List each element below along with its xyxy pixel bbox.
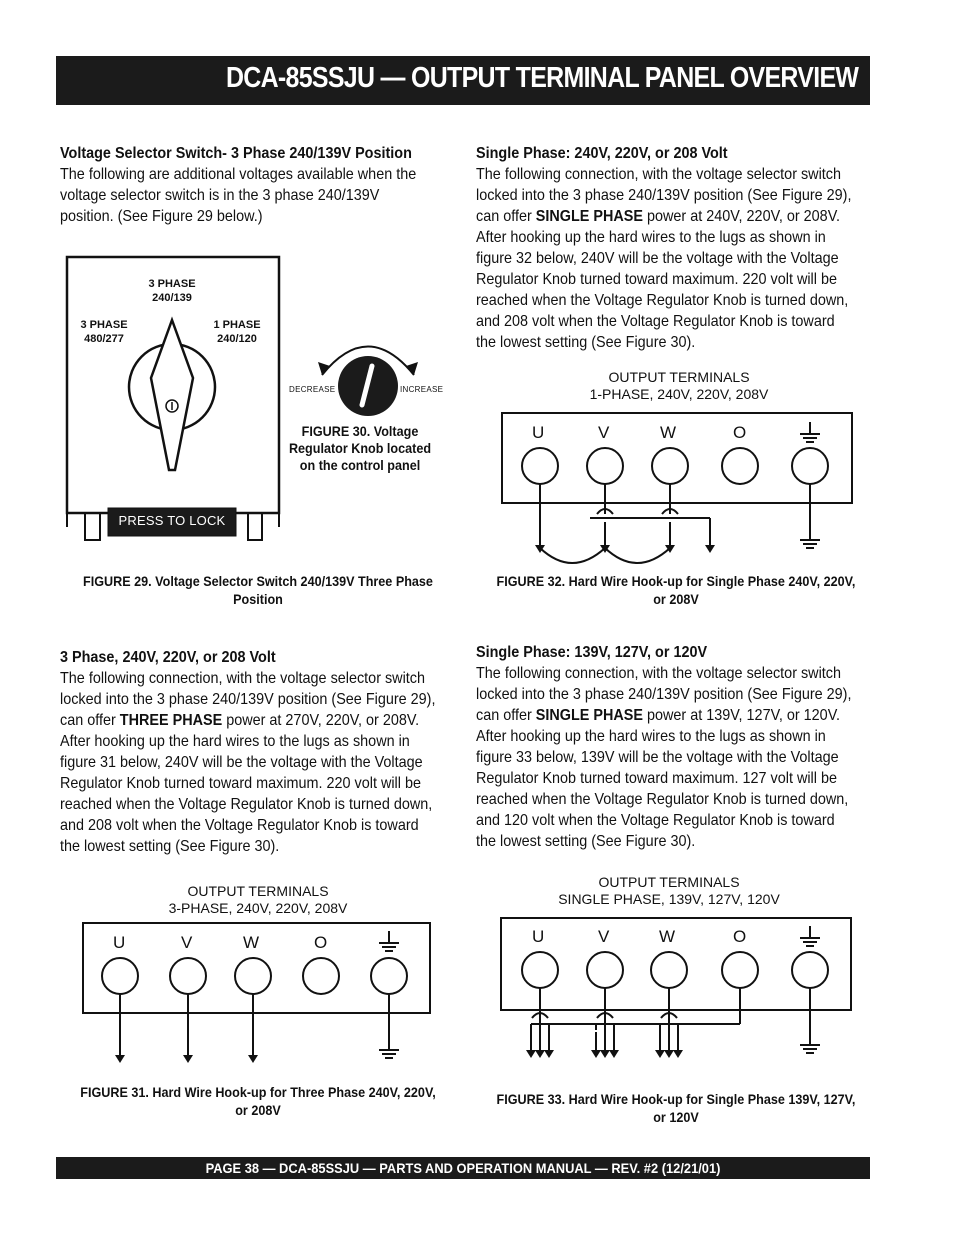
paragraph-line: and 208 volt when the Voltage Regulator Knob is toward bbox=[60, 817, 419, 834]
title-line: OUTPUT TERMINALS bbox=[598, 874, 740, 890]
page-title: DCA-85SSJU — OUTPUT TERMINAL PANEL OVERVIEW bbox=[225, 62, 858, 94]
caption-line: Position bbox=[233, 591, 283, 607]
figure-33-caption bbox=[494, 1090, 858, 1126]
terminal-label-u: U bbox=[532, 423, 545, 442]
page-footer: PAGE 38 — DCA-85SSJU — PARTS AND OPERATION MANUAL — REV. #2 (12/21/01) bbox=[205, 1160, 721, 1176]
paragraph-line: figure 33 below, 139V will be the voltage with the Voltage bbox=[476, 749, 839, 766]
caption-line: on the control panel bbox=[299, 457, 421, 473]
paragraph-line: The following connection, with the voltage selector switch bbox=[476, 166, 841, 183]
title-line: SINGLE PHASE, 139V, 127V, 120V bbox=[558, 891, 780, 907]
terminal-label-v: V bbox=[598, 423, 610, 442]
page-footer-bar bbox=[56, 1157, 870, 1179]
label: 3 PHASE bbox=[80, 319, 128, 331]
paragraph-line: reached when the Voltage Regulator Knob is turned down, bbox=[476, 292, 849, 309]
paragraph-line: figure 32 below, 240V will be the voltage with the Voltage bbox=[476, 250, 839, 267]
terminal-label-v: V bbox=[181, 933, 193, 952]
terminal-label-w: W bbox=[243, 933, 260, 952]
paragraph-line: and 208 volt when the Voltage Regulator Knob is toward bbox=[476, 313, 835, 330]
decrease-label: DECREASE bbox=[289, 385, 336, 394]
paragraph-line: The following connection, with the voltage selector switch bbox=[60, 670, 425, 687]
label: 240/120 bbox=[217, 333, 257, 345]
paragraph-line: After hooking up the hard wires to the lugs as shown in bbox=[476, 728, 826, 745]
terminal-label-v: V bbox=[598, 927, 610, 946]
increase-label: INCREASE bbox=[400, 385, 444, 394]
terminal-u bbox=[522, 952, 558, 988]
terminal-label-o: O bbox=[733, 423, 747, 442]
paragraph-line: can offer SINGLE PHASE power at 139V, 127V, or 120V. bbox=[476, 707, 840, 724]
title-line: OUTPUT TERMINALS bbox=[187, 883, 329, 899]
section-heading: Voltage Selector Switch- 3 Phase 240/139V Position bbox=[60, 145, 412, 162]
label: 480/277 bbox=[84, 333, 124, 345]
paragraph-line: Regulator Knob turned toward maximum. 127 volt will be bbox=[476, 770, 837, 787]
caption-line: FIGURE 31. Hard Wire Hook-up for Three Phase 240V, 220V, bbox=[80, 1084, 436, 1100]
terminal-label-w: W bbox=[660, 423, 677, 442]
paragraph-line: locked into the 3 phase 240/139V position (See Figure 29), bbox=[476, 686, 852, 703]
terminal-w bbox=[651, 952, 687, 988]
paragraph-line: reached when the Voltage Regulator Knob is turned down, bbox=[60, 796, 433, 813]
paragraph-line: The following connection, with the voltage selector switch bbox=[476, 665, 841, 682]
paragraph-line: the lowest setting (See Figure 30). bbox=[476, 334, 696, 351]
terminal-v bbox=[587, 952, 623, 988]
section-heading: Single Phase: 240V, 220V, or 208 Volt bbox=[476, 145, 728, 162]
label: 240/139 bbox=[152, 292, 192, 304]
paragraph-line: can offer SINGLE PHASE power at 240V, 220V, or 208V. bbox=[476, 208, 840, 225]
caption-line: FIGURE 30. Voltage bbox=[301, 423, 419, 439]
paragraph-line: After hooking up the hard wires to the lugs as shown in bbox=[476, 229, 826, 246]
paragraph-line: locked into the 3 phase 240/139V position (See Figure 29), bbox=[60, 691, 436, 708]
paragraph-line: the lowest setting (See Figure 30). bbox=[476, 833, 696, 850]
terminal-label-u: U bbox=[113, 933, 126, 952]
caption-line: Regulator Knob located bbox=[288, 440, 432, 456]
terminal-ground bbox=[792, 952, 828, 988]
title-line: 1-PHASE, 240V, 220V, 208V bbox=[589, 386, 769, 402]
caption-line: FIGURE 29. Voltage Selector Switch 240/139V Three Phase bbox=[83, 573, 433, 589]
caption-line: or 208V bbox=[235, 1102, 281, 1118]
caption-line: FIGURE 33. Hard Wire Hook-up for Single Phase 139V, 127V, bbox=[496, 1091, 856, 1107]
paragraph-line: figure 31 below, 240V will be the voltage with the Voltage bbox=[60, 754, 423, 771]
terminal-label-o: O bbox=[733, 927, 747, 946]
paragraph-line: The following are additional voltages available when the bbox=[60, 166, 417, 183]
paragraph-line: and 120 volt when the Voltage Regulator Knob is toward bbox=[476, 812, 835, 829]
terminal-label-w: W bbox=[659, 927, 676, 946]
section-heading: Single Phase: 139V, 127V, or 120V bbox=[476, 644, 708, 661]
label: 3 PHASE bbox=[148, 278, 196, 290]
caption-line: or 120V bbox=[653, 1109, 699, 1125]
paragraph-line: locked into the 3 phase 240/139V position (See Figure 29), bbox=[476, 187, 852, 204]
paragraph-line: Regulator Knob turned toward maximum. 220 volt will be bbox=[476, 271, 837, 288]
title-line: 3-PHASE, 240V, 220V, 208V bbox=[168, 900, 348, 916]
caption-line: or 208V bbox=[653, 591, 699, 607]
title-line: OUTPUT TERMINALS bbox=[608, 369, 750, 385]
terminal-o bbox=[722, 952, 758, 988]
section-heading: 3 Phase, 240V, 220V, or 208 Volt bbox=[60, 649, 276, 666]
caption-line: FIGURE 32. Hard Wire Hook-up for Single Phase 240V, 220V, bbox=[496, 573, 856, 589]
terminal-label-u: U bbox=[532, 927, 545, 946]
paragraph-line: voltage selector switch is in the 3 phase 240/139V bbox=[60, 187, 380, 204]
terminal-panel bbox=[501, 918, 851, 1010]
paragraph-line: Regulator Knob turned toward maximum. 220 volt will be bbox=[60, 775, 421, 792]
paragraph-line: position. (See Figure 29 below.) bbox=[60, 208, 263, 225]
terminal-label-o: O bbox=[314, 933, 328, 952]
label: 1 PHASE bbox=[213, 319, 261, 331]
paragraph-line: After hooking up the hard wires to the lugs as shown in bbox=[60, 733, 410, 750]
paragraph-line: the lowest setting (See Figure 30). bbox=[60, 838, 280, 855]
press-to-lock-label: PRESS TO LOCK bbox=[118, 513, 226, 528]
paragraph-line: reached when the Voltage Regulator Knob is turned down, bbox=[476, 791, 849, 808]
paragraph-line: can offer THREE PHASE power at 270V, 220V, or 208V. bbox=[60, 712, 420, 729]
